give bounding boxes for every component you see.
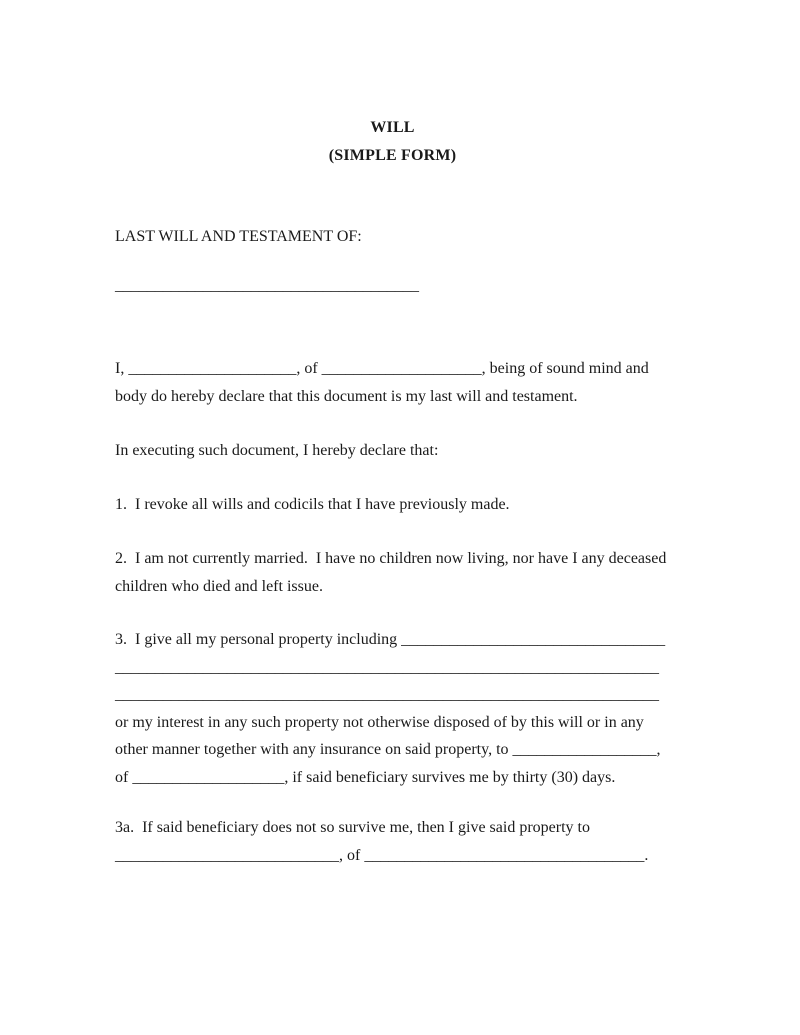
clause-3-line-5: other manner together with any insurance on said property, to __________________,: [115, 741, 661, 758]
clause-3-paragraph: [115, 626, 670, 791]
clause-1-line: 1. I revoke all wills and codicils that I have previously made.: [115, 495, 510, 513]
clause-3a-line-1: 3a. If said beneficiary does not so survive me, then I give said property to: [115, 819, 590, 836]
clause-3-blank-line-2: ____________________________________________________________________: [115, 686, 659, 703]
testator-name-blank: ______________________________________: [115, 276, 419, 294]
document-subtitle: (SIMPLE FORM): [328, 146, 457, 164]
clause-2-line-2: children who died and left issue.: [115, 577, 323, 595]
clause-3-line-1: 3. I give all my personal property including _________________________________: [115, 631, 666, 648]
clause-2-line-1: 2. I am not currently married. I have no children now living, nor have I any deceased: [115, 550, 667, 567]
intro-line-1: I, _____________________, of ____________________, being of sound mind and: [115, 360, 649, 377]
declaration-line: In executing such document, I hereby declare that:: [115, 442, 439, 459]
document-title: WILL: [370, 119, 415, 136]
intro-paragraph: [115, 355, 670, 410]
clause-3-line-4: or my interest in any such property not otherwise disposed of by this will or in any: [115, 713, 644, 731]
testator-heading: LAST WILL AND TESTAMENT OF:: [115, 228, 362, 245]
clause-3-line-6: of ___________________, if said beneficiary survives me by thirty (30) days.: [115, 768, 616, 786]
clause-3a-paragraph: [115, 814, 670, 869]
clause-2-paragraph: [115, 545, 670, 600]
clause-1-paragraph: [115, 491, 670, 519]
declaration-paragraph: [115, 437, 670, 465]
clause-3a-line-2: ____________________________, of ___________________________________.: [115, 846, 649, 864]
clause-3-blank-line-1: ____________________________________________________________________: [115, 658, 659, 676]
intro-line-2: body do hereby declare that this document is my last will and testament.: [115, 387, 578, 405]
